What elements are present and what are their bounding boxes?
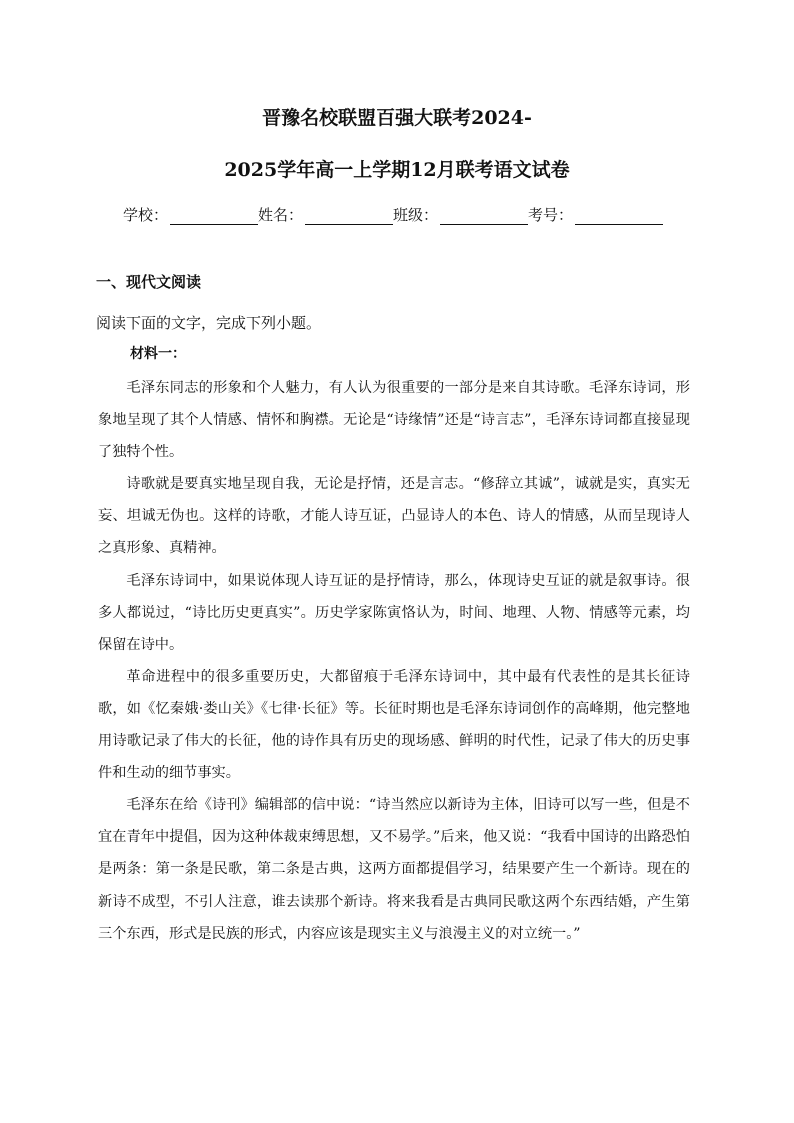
school-field <box>123 204 258 225</box>
material-label: 材料一： <box>130 346 186 362</box>
reading-instruction: 阅读下面的文字，完成下列小题。 <box>96 314 322 332</box>
section-heading: 一、现代文阅读 <box>96 273 202 291</box>
name-blank[interactable] <box>305 210 393 225</box>
exam-number-label: 考号： <box>528 206 574 224</box>
class-blank[interactable] <box>440 210 528 225</box>
exam-title-line1: 晋豫名校联盟百强大联考2024- <box>262 107 532 129</box>
student-info-row <box>123 204 663 225</box>
exam-number-blank[interactable] <box>575 210 663 225</box>
school-blank[interactable] <box>170 210 258 225</box>
paragraph: 毛泽东在给《诗刊》编辑部的信中说：“诗当然应以新诗为主体，旧诗可以写一些，但是不宜在青年中提倡，因为这种体裁束缚思想，又不易学。”后来，他又说：“我看中国诗的出路恐怕是两条：第一条是民歌，第二条是古典，这两方面都提倡学习，结果要产生一个新诗。现在的新诗不成型，不引人注意，谁去读那个新诗。将来我看是古典同民歌这两个东西结婚，产生第三个东西，形式是民族的形式，内容应该是现实主义与浪漫主义的对立统一。” <box>98 797 690 942</box>
name-label: 姓名： <box>258 206 304 224</box>
school-label: 学校： <box>123 206 169 224</box>
name-field <box>258 204 393 225</box>
paragraph: 毛泽东诗词中，如果说体现人诗互证的是抒情诗，那么，体现诗史互证的就是叙事诗。很多人都说过，“诗比历史更真实”。历史学家陈寅恪认为，时间、地理、人物、情感等元素，均保留在诗中。 <box>98 572 690 653</box>
exam-number-field <box>528 204 663 225</box>
paragraph: 毛泽东同志的形象和个人魅力，有人认为很重要的一部分是来自其诗歌。毛泽东诗词，形象地呈现了其个人情感、情怀和胸襟。无论是“诗缘情”还是“诗言志”，毛泽东诗词都直接显现了独特个性。 <box>98 380 690 461</box>
exam-title-line2: 2025学年高一上学期12月联考语文试卷 <box>224 159 570 181</box>
paragraph: 革命进程中的很多重要历史，大都留痕于毛泽东诗词中，其中最有代表性的是其长征诗歌，如《忆秦娥·娄山关》《七律·长征》等。长征时期也是毛泽东诗词创作的高峰期，他完整地用诗歌记录了伟大的长征，他的诗作具有历史的现场感、鲜明的时代性，记录了伟大的历史事件和生动的细节事实。 <box>98 668 690 782</box>
class-label: 班级： <box>393 206 439 224</box>
paragraph: 诗歌就是要真实地呈现自我，无论是抒情，还是言志。“修辞立其诚”，诚就是实，真实无妄、坦诚无伪也。这样的诗歌，才能人诗互证，凸显诗人的本色、诗人的情感，从而呈现诗人之真形象、真精神。 <box>98 476 690 557</box>
material-body <box>98 372 690 950</box>
class-field <box>393 204 528 225</box>
